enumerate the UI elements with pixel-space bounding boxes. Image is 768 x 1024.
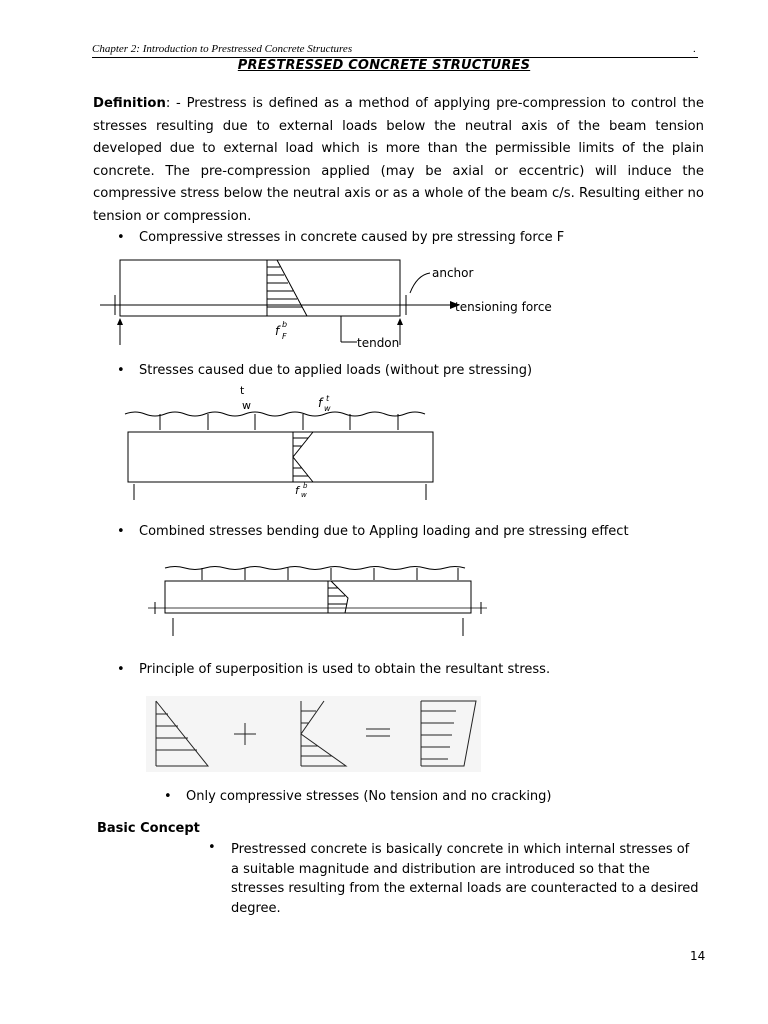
load-w-label: w <box>242 399 251 412</box>
top-stress-sub: w <box>324 404 331 413</box>
page-number: 14 <box>690 949 706 963</box>
prestress-stress-diagram <box>267 260 307 316</box>
anchor-label: anchor <box>432 266 474 280</box>
bullet-dot: • <box>164 789 172 804</box>
f-symbol: f <box>275 324 280 338</box>
running-header <box>92 42 698 58</box>
load-t-label: t <box>240 384 245 397</box>
bullet-text: Principle of superposition is used to obtain the resultant stress. <box>139 662 551 677</box>
definition-paragraph <box>93 93 704 228</box>
bullet-dot: • <box>208 840 216 855</box>
basic-concept-text: Prestressed concrete is basically concrete in which internal stresses of a suitable magnitude and distribution are introduced so that the stresses resulting from the external loads are counteracted to a desired degree. <box>231 842 699 916</box>
figure-superposition <box>146 696 481 772</box>
bullet-text: Stresses caused due to applied loads (without pre stressing) <box>139 363 533 378</box>
bullet-text: Compressive stresses in concrete caused by pre stressing force F <box>139 230 565 245</box>
bullet-only-compressive <box>164 788 552 806</box>
bullet-superposition <box>117 661 551 679</box>
top-stress-symbol: f <box>318 396 323 410</box>
bullet-text: Combined stresses bending due to Appling loading and pre stressing effect <box>139 524 629 539</box>
bending-stress-diagram <box>293 432 313 482</box>
bullet-dot: • <box>117 662 125 677</box>
bullet-combined-stress <box>117 523 629 541</box>
bottom-stress-symbol: f <box>295 484 299 497</box>
right-support-arrow <box>397 318 403 325</box>
page-title: PRESTRESSED CONCRETE STRUCTURES <box>237 58 531 73</box>
anchor-leader <box>410 273 430 293</box>
beam-outline <box>120 260 400 316</box>
tendon-label: tendon <box>357 336 400 350</box>
bottom-stress-sub: w <box>301 491 307 499</box>
left-support-arrow <box>117 318 123 325</box>
top-stress-sup: t <box>326 394 330 403</box>
tensioning-force-label: tensioning force <box>455 300 552 314</box>
bottom-stress-sup: b <box>303 482 308 490</box>
figure-background <box>146 696 481 772</box>
bullet-dot: • <box>117 230 125 245</box>
chapter-title: Chapter 2: Introduction to Prestressed Concrete Structures <box>92 43 353 55</box>
figure-loaded-beam <box>120 382 440 500</box>
bullet-text: Only compressive stresses (No tension and no cracking) <box>186 789 552 804</box>
bullet-dot: • <box>117 524 125 539</box>
basic-concept-heading: Basic Concept <box>97 821 200 836</box>
bullet-load-stress <box>117 362 533 380</box>
load-arrows <box>202 568 458 580</box>
header-trailing: . <box>693 43 696 55</box>
f-subscript: F <box>282 332 287 341</box>
figure-prestress-beam <box>95 255 565 355</box>
figure-combined-beam <box>145 558 490 638</box>
f-superscript: b <box>282 320 288 329</box>
distributed-load <box>125 412 425 416</box>
bullet-dot: • <box>117 363 125 378</box>
beam-outline <box>128 432 433 482</box>
definition-label: Definition <box>93 96 166 111</box>
definition-text: : - Prestress is defined as a method of applying pre-compression to control the stresses resulting due to external loads below the neutral axis of the beam tension developed due to external load which is more than the permissible limits of the plain concrete. The pre-compression applied (may be axial or eccentric) will induce the compressive stress below the neutral axis or as a whole of the beam c/s. Resulting either no tension or compression. <box>93 96 704 224</box>
distributed-load <box>165 567 465 570</box>
bullet-prestress-stress <box>117 229 565 247</box>
